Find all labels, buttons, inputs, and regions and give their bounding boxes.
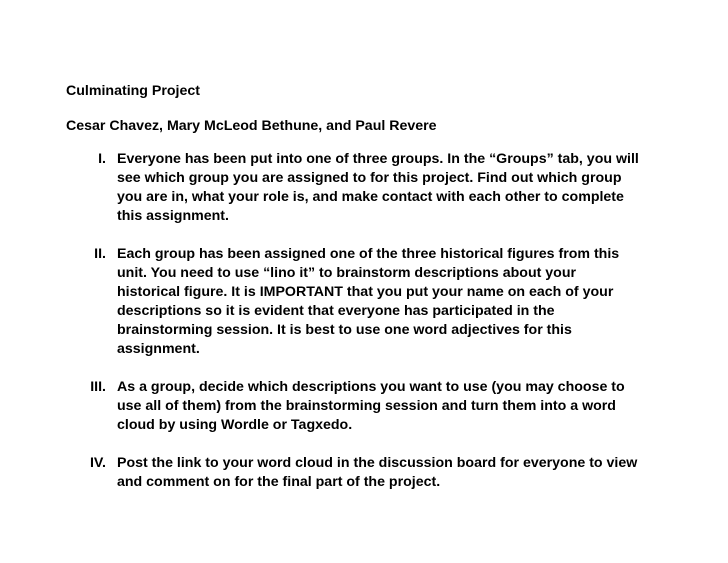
list-item xyxy=(66,150,686,226)
list-item-numeral: III. xyxy=(90,379,106,395)
list-item xyxy=(66,378,686,435)
list-item-numeral: IV. xyxy=(89,455,106,471)
list-item-text: As a group, decide which descriptions you want to use (you may choose to use all of them) from the brainstorming session and turn them into a word cloud by using Wordle or Tagxedo. xyxy=(117,379,625,433)
list-item-numeral: II. xyxy=(94,246,106,262)
list-item-numeral: I. xyxy=(98,151,106,167)
list-item-text: Post the link to your word cloud in the discussion board for everyone to view and comment on for the final part of the project. xyxy=(117,455,638,490)
instruction-list xyxy=(66,150,686,511)
document-title: Culminating Project xyxy=(66,83,201,99)
list-item xyxy=(66,245,686,359)
list-item xyxy=(66,454,686,492)
document-subtitle: Cesar Chavez, Mary McLeod Bethune, and Paul Revere xyxy=(66,118,437,134)
list-item-text: Each group has been assigned one of the three historical figures from this unit. You need to use “lino it” to brainstorm descriptions about your historical figure. It is IMPORTANT that you put your name on each of your descriptions so it is evident that everyone has participated in the brainstorming session. It is best to use one word adjectives for this assignment. xyxy=(117,246,620,357)
list-item-text: Everyone has been put into one of three groups. In the “Groups” tab, you will see which group you are assigned to for this project. Find out which group you are in, what your role is, and make contact with each other to complete this assignment. xyxy=(117,151,639,224)
